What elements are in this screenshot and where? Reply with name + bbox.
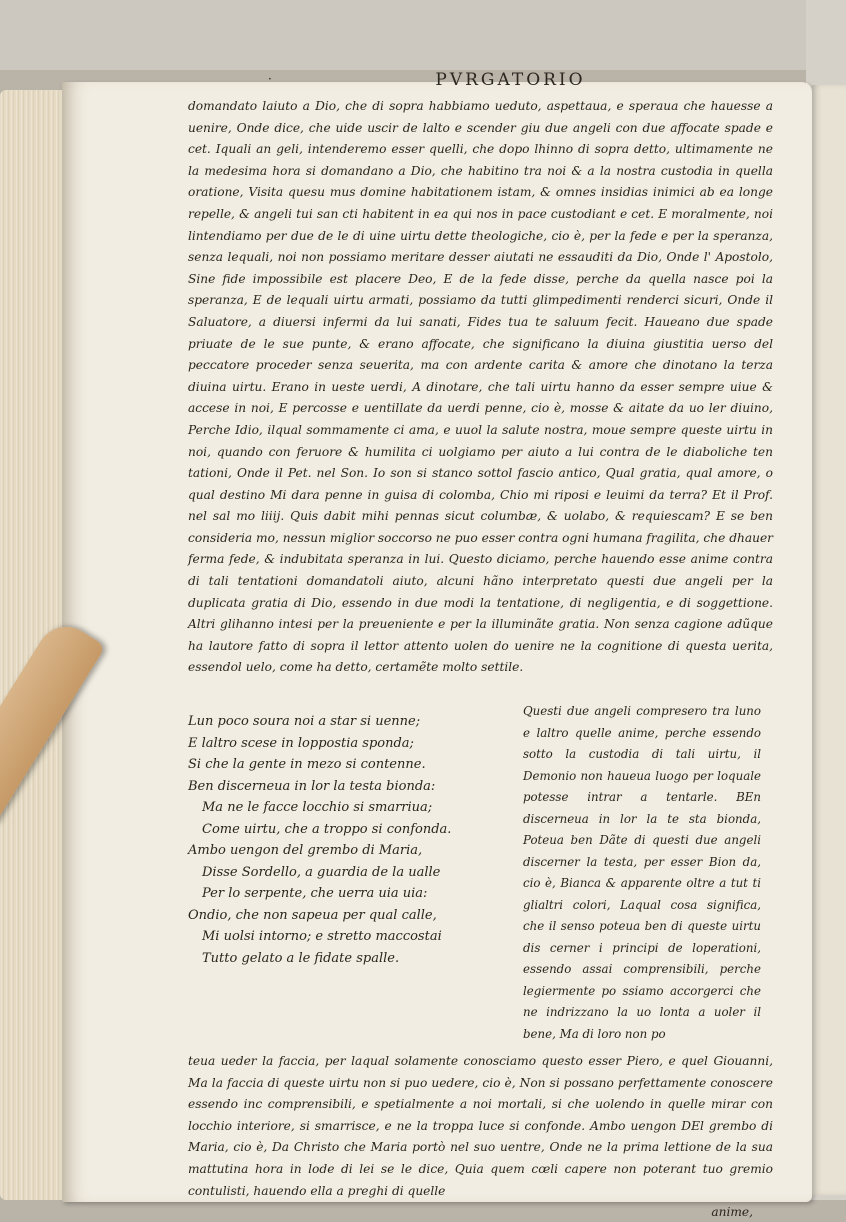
verse-line: Per lo serpente, che uerra uia uia:	[202, 886, 428, 902]
catchword: anime,	[711, 1205, 753, 1220]
verse-line: Si che la gente in mezo si contenne.	[188, 757, 426, 773]
commentary-paragraph: domandato laiuto a Dio, che di sopra habbiamo ueduto, aspettaua, e speraua che hauesse a uenire, Onde dice, che uide uscir de lalto e scender giu due angeli con due affocate spade e cet. Iquali an geli, intenderemo esser quelli, che dopo lhinno di sopra detto, ultimamente ne la medesima hora si domandano a Dio, che habitino tra noi & a la nostra custodia in quella oratione, Visita quesu mus domine habitationem istam, & omnes insidias inimici ab ea longe repelle, & angeli tui san cti habitent in ea qui nos in pace custodiant e cet. E moralmente, noi lintendiamo per due de le di uine uirtu dette theologiche, cio è, per la fede e per la speranza, senza lequali, noi non possiamo meritare desser aiutati ne essauditi da Dio, Onde l' Apostolo, Sine fide impossibile est placere Deo, E de la fede disse, perche da quella nasce poi la speranza, E de lequali uirtu armati, possiamo da tutti glimpedimenti renderci sicuri, Onde il Saluatore, a diuersi infermi da lui sanati, Fides tua te saluum fecit. Haueano due spade priuate de le sue punte, & erano affocate, che significano la diuina giustitia uerso del peccatore proceder senza seuerita, ma con ardente carita & amore che dinotano la terza diuina uirtu. Erano in ueste uerdi, A dinotare, che tali uirtu hanno da esser sempre uiue & accese in noi, E percosse e uentillate da uerdi penne, cio è, mosse & aitate da uo ler diuino, Perche Idio, ilqual sommamente ci ama, e uuol la salute nostra, moue sempre queste uirtu in noi, quando con feruore & humilita ci uolgiamo per aiuto a lui contra de le diaboliche ten tationi, Onde il Pet. nel Son. Io son si stanco sottol fascio antico, Qual gratia, qual amore, o qual destino Mi dara penne in guisa di colomba, Chio mi riposi e leuimi da terra? Et il Prof. nel sal mo liiij. Quis dabit mihi pennas sicut columbæ, & uolabo, & requiescam? E se ben consideria mo, nessun miglior soccorso ne puo esser contra ogni humana fragilita, che dhauer ferma fede, & indubitata speranza in lui. Questo diciamo, perche hauendo esse anime contra di tali tentationi domandatoli aiuto, alcuni hãno interpretato questi due angeli per la duplicata gratia di Dio, essendo in due modi la tentatione, di negligentia, e di soggettione. Altri glihanno intesi per la preueniente e per la illuminãte gratia. Non senza cagione adũque ha lautore fatto di sopra il lettor attento uolen do uenire ne la cognitione di questa uerita, essendol uelo, come ha detto, certamẽte molto settile.	[188, 99, 773, 675]
commentary-top	[188, 96, 773, 679]
page-content	[188, 70, 773, 1222]
verse-line: Tutto gelato a le fidate spalle.	[202, 950, 400, 966]
verse-and-gloss	[188, 701, 773, 1045]
facing-page-edge	[812, 85, 846, 1195]
verse-block	[188, 701, 523, 1045]
running-title: PVRGATORIO	[435, 70, 586, 90]
verse-line: Ambo uengon del grembo di Maria,	[188, 843, 423, 859]
verse-line: Mi uolsi intorno; e stretto maccostai	[202, 929, 442, 945]
commentary-paragraph: teua ueder la faccia, per laqual solamente conosciamo questo esser Piero, e quel Giouanni, Ma la faccia di queste uirtu non si puo uedere, cio è, Non si possano perfettamente conoscere essendo inc comprensibili, e spetialmente a noi mortali, si che uolendo in quelle mirar con locchio interiore, si smarrisce, e ne la troppa luce si confonde. Ambo uengon DEl grembo di Maria, cio è, Da Christo che Maria portò nel suo uentre, Onde ne la prima lettione de la sua mattutina hora in lode di lei se le dice, Quia quem cœli capere non poterant tuo gremio contulisti, hauendo ella a preghi di quelle	[188, 1054, 773, 1198]
verse-line: E laltro scese in loppostia sponda;	[188, 735, 414, 751]
commentary-bottom	[188, 1051, 773, 1202]
verse-line: Ma ne le facce locchio si smarriua;	[202, 800, 433, 816]
verse-line: Ben discerneua in lor la testa bionda:	[188, 778, 436, 794]
verse-line: Disse Sordello, a guardia de la ualle	[202, 864, 441, 880]
page-mark: ·	[268, 72, 272, 86]
gloss-column: Questi due angeli compresero tra luno e laltro quelle anime, perche essendo sotto la custodia di tali uirtu, il Demonio non haueua luogo per loquale potesse intrar a tentarle. BEn discerneua in lor la te sta bionda, Poteua ben Dãte di questi due angeli discerner la testa, per esser Bion da, cio è, Bianca & apparente oltre a tut ti glialtri colori, Laqual cosa significa, che il senso poteua ben di queste uirtu dis cerner i principi de loperationi, essendo assai comprensibili, perche legiermente po ssiamo accorgerci che ne indrizzano la uo lonta a uoler il bene, Ma di loro non po	[523, 704, 761, 1041]
verse-line: Lun poco soura noi a star si uenne;	[188, 714, 421, 730]
verse-line: Come uirtu, che a troppo si confonda.	[202, 821, 452, 837]
verse-line: Ondio, che non sapeua per qual calle,	[188, 907, 437, 923]
